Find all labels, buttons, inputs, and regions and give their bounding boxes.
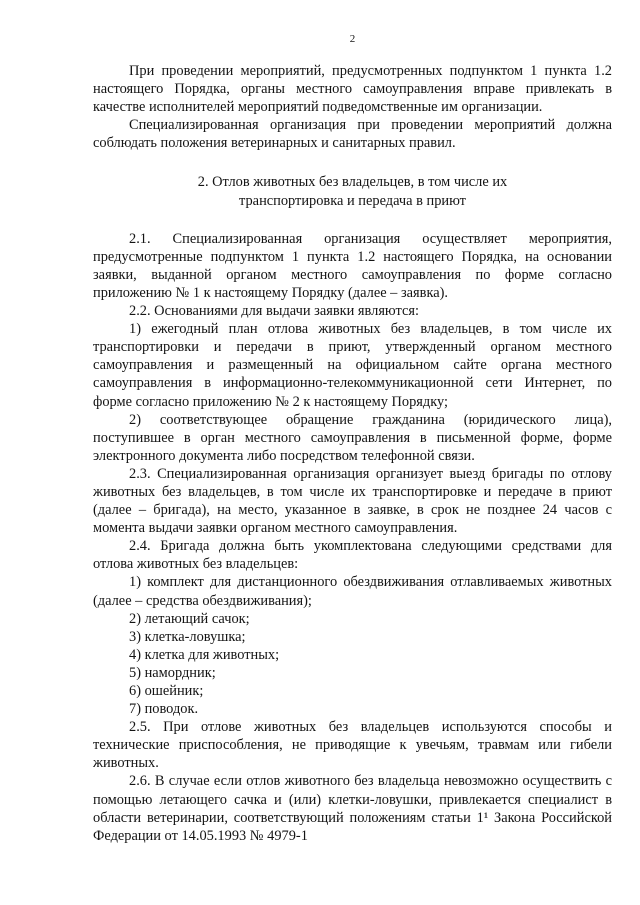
paragraph-2-2-item-1: 1) ежегодный план отлова животных без владельцев, в том числе их транспортировки и передачи в приют, утвержденный органом местного самоуправления и размещенный на официальном сайте органа местного самоуправления в информационно-телекоммуникационной сети Интернет, по форме согласно приложению № 2 к настоящему Порядку; [93, 321, 612, 410]
paragraph-2-2-item-2: 2) соответствующее обращение гражданина (юридического лица), поступившее в орган местного самоуправления в письменной форме, форме электронного документа либо посредством телефонной связи. [93, 411, 612, 464]
paragraph-2-4-item-6: 6) ошейник; [129, 683, 204, 699]
paragraph-2-5: 2.5. При отлове животных без владельцев используются способы и технические приспособления, не приводящие к увечьям, травмам или гибели животных. [93, 719, 612, 772]
paragraph-2-3: 2.3. Специализированная организация организует выезд бригады по отлову животных без владельцев, в том числе их транспортировке и передаче в приют (далее – бригада), на место, указанное в заявке, в срок не позднее 24 часов с момента выдачи заявки органом местного самоуправления. [93, 465, 612, 537]
section-heading [93, 173, 612, 210]
paragraph-2-4-item-4: 4) клетка для животных; [129, 646, 280, 663]
paragraph-2-6: 2.6. В случае если отлов животного без владельца невозможно осуществить с помощью летающего сачка и (или) клетки-ловушки, привлекается специалист в области ветеринарии, соответствующий положениям статьи 1¹ Закона Российской Федерации от 14.05.1993 № 4979-1 [93, 773, 612, 844]
paragraph-2-1: 2.1. Специализированная организация осуществляет мероприятия, предусмотренные подпунктом 1 пункта 1.2 настоящего Порядка, на основании заявки, выданной органом местного самоуправления по форме согласно приложению № 1 к настоящему Порядку (далее – заявка). [93, 230, 612, 301]
section-heading-line-1: 2. Отлов животных без владельцев, в том числе их [197, 174, 508, 191]
page-number: 2 [349, 33, 356, 45]
paragraph-2-4-item-1: 1) комплект для дистанционного обездвиживания отлавливаемых животных (далее – средства обездвиживания); [93, 574, 612, 609]
paragraph-2-4-item-7: 7) поводок. [129, 701, 199, 718]
section-heading-line-2: транспортировка и передача в приют [239, 193, 466, 210]
paragraph-2-4-item-5: 5) намордник; [129, 664, 216, 681]
paragraph-intro-2: Специализированная организация при проведении мероприятий должна соблюдать положения ветеринарных и санитарных правил. [93, 117, 612, 152]
paragraph-2-4-item-2: 2) летающий сачок; [129, 610, 250, 627]
paragraph-2-4-item-3: 3) клетка-ловушка; [129, 628, 246, 645]
paragraph-intro-1: При проведении мероприятий, предусмотренных подпунктом 1 пункта 1.2 настоящего Порядка, органы местного самоуправления вправе привлекать в качестве исполнителей мероприятий подведомственные им организации. [93, 63, 612, 116]
paragraph-2-4: 2.4. Бригада должна быть укомплектована следующими средствами для отлова животных без владельцев: [93, 538, 612, 573]
paragraph-2-2: 2.2. Основаниями для выдачи заявки являются: [129, 303, 419, 320]
